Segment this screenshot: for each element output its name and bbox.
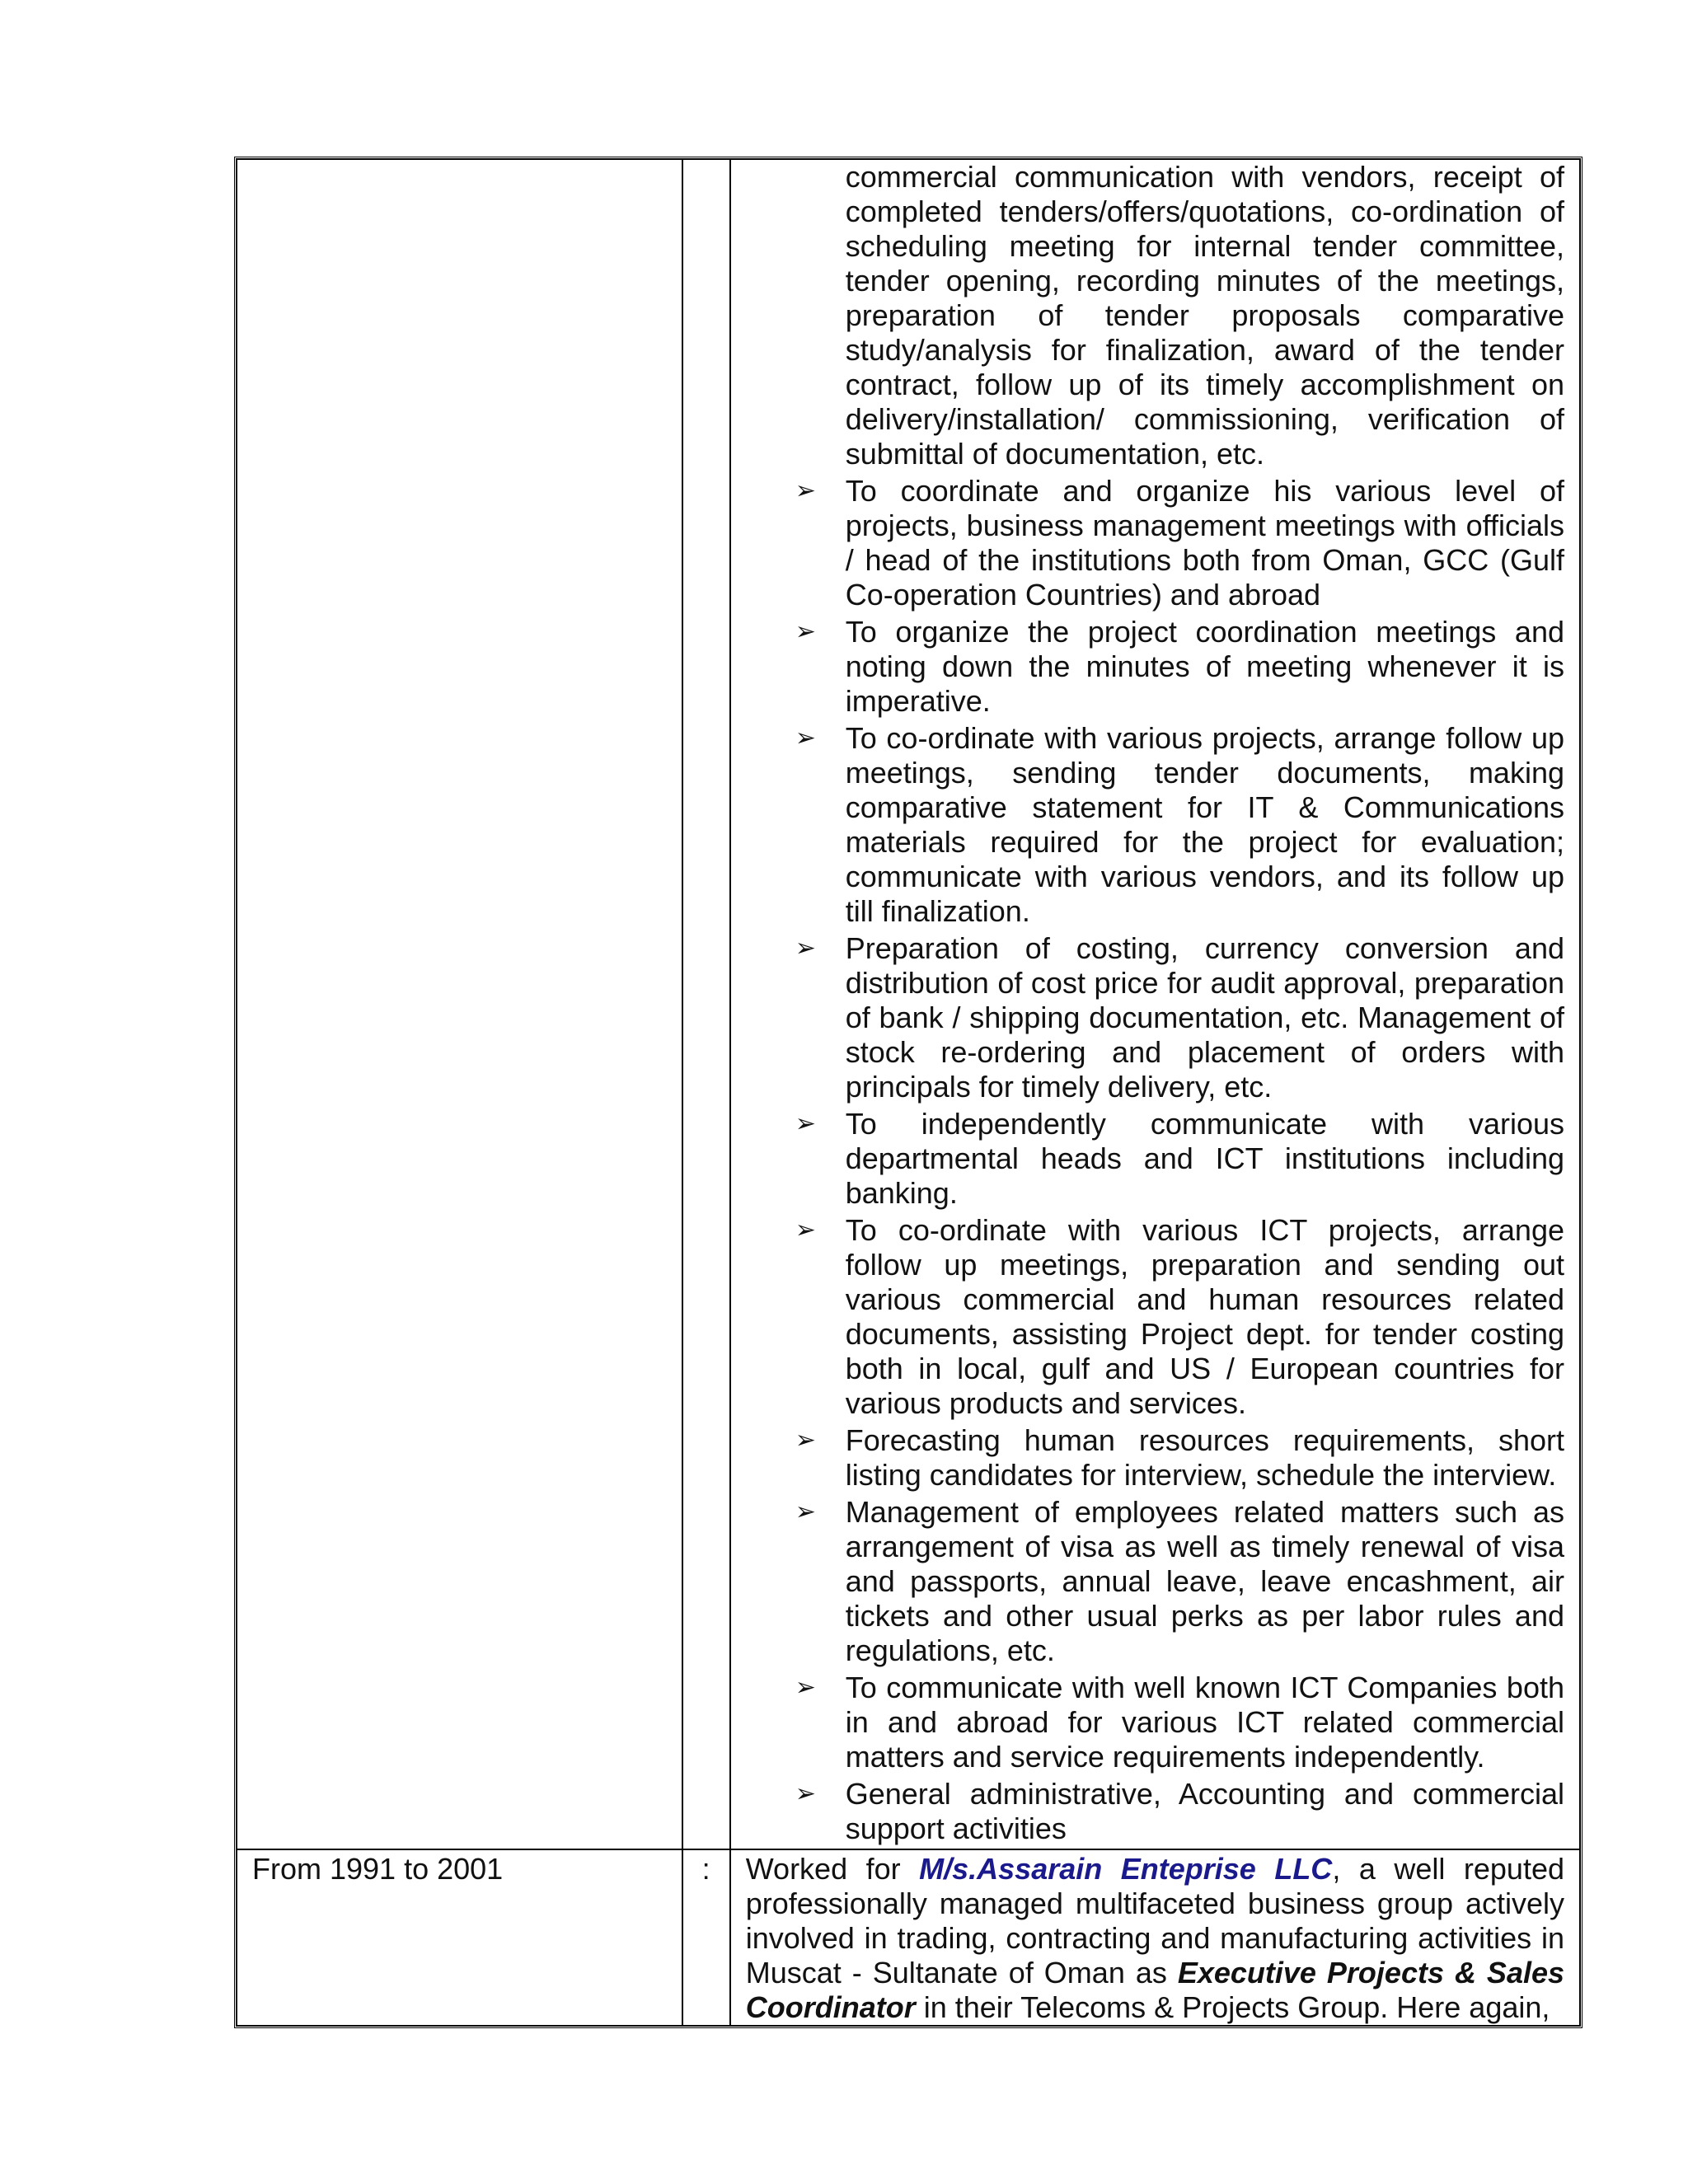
duty-item-text: Management of employees related matters such as arrangement of visa as well as timely renewal of visa and passports, annual leave, leave encashment, air tickets and other usual perks as per labor rules and regulations, etc. bbox=[845, 1495, 1564, 1667]
arrow-bullet-icon: ➢ bbox=[795, 1110, 816, 1137]
duty-item-text: To organize the project coordination meetings and noting down the minutes of meeting whenever it is imperative. bbox=[845, 615, 1564, 718]
experience-row-continued bbox=[237, 159, 1580, 1849]
separator-cell-empty bbox=[682, 159, 730, 1849]
arrow-bullet-icon: ➢ bbox=[795, 1674, 816, 1701]
arrow-bullet-icon: ➢ bbox=[795, 1427, 816, 1454]
arrow-bullet-icon: ➢ bbox=[795, 1498, 816, 1526]
duty-item-text: To co-ordinate with various ICT projects, arrange follow up meetings, preparation and sending out various commercial and human resources related documents, assisting Project dept. for tender costing both in local, gulf and US / European countries for various products and services. bbox=[845, 1213, 1564, 1420]
description-text: , a well reputed professionally managed multifaceted business group actively involved in trading, contracting and manufacturing activities in Muscat - Sultanate of Oman as bbox=[745, 1852, 1564, 1990]
duty-item bbox=[731, 1495, 1564, 1668]
description-cell bbox=[730, 1849, 1580, 2026]
duty-item-text: To communicate with well known ICT Companies both in and abroad for various ICT related commercial matters and service requirements independently. bbox=[845, 1671, 1564, 1774]
separator-cell: : bbox=[682, 1849, 730, 2026]
duty-item bbox=[731, 1107, 1564, 1211]
arrow-bullet-icon: ➢ bbox=[795, 1216, 816, 1244]
duties-list bbox=[731, 160, 1579, 1846]
duty-item bbox=[731, 1423, 1564, 1493]
duty-item bbox=[731, 1777, 1564, 1846]
duty-item-text: To coordinate and organize his various level of projects, business management meetings with officials / head of the institutions both from Oman, GCC (Gulf Co-operation Countries) and abroad bbox=[845, 474, 1564, 612]
description-text: Worked for bbox=[745, 1852, 920, 1886]
duty-item bbox=[731, 931, 1564, 1104]
duties-cell bbox=[730, 159, 1580, 1849]
duty-item-text: Forecasting human resources requirements, short listing candidates for interview, schedule the interview. bbox=[845, 1423, 1564, 1492]
period-cell: From 1991 to 2001 bbox=[237, 1849, 682, 2026]
arrow-bullet-icon: ➢ bbox=[795, 618, 816, 645]
duty-item bbox=[731, 1213, 1564, 1421]
duty-item bbox=[731, 721, 1564, 929]
duty-item-text: Preparation of costing, currency conversion and distribution of cost price for audit approval, preparation of bank / shipping documentation, etc. Management of stock re-ordering and placement of orders with principals for timely delivery, etc. bbox=[845, 931, 1564, 1104]
duty-continuation bbox=[731, 160, 1564, 471]
experience-row bbox=[237, 1849, 1580, 2026]
duty-item bbox=[731, 474, 1564, 612]
arrow-bullet-icon: ➢ bbox=[795, 724, 816, 752]
job-title: Executive Projects & Sales Coordinator bbox=[745, 1956, 1565, 2024]
experience-table bbox=[234, 157, 1582, 2028]
duty-item bbox=[731, 1671, 1564, 1774]
duty-item bbox=[731, 615, 1564, 719]
duty-continuation-text: commercial communication with vendors, receipt of completed tenders/offers/quotations, co-ordination of scheduling meeting for internal tender committee, tender opening, recording minutes of the meetings, preparation of tender proposals comparative study/analysis for finalization, award of the tender contract, follow up of its timely accomplishment on delivery/installation/ commissioning, verification of submittal of documentation, etc. bbox=[845, 160, 1564, 471]
company-name: M/s.Assarain Enteprise LLC bbox=[919, 1852, 1333, 1886]
duty-item-text: To co-ordinate with various projects, arrange follow up meetings, sending tender documents, making comparative statement for IT & Communications materials required for the project for evaluation; communicate with various vendors, and its follow up till finalization. bbox=[845, 721, 1564, 928]
arrow-bullet-icon: ➢ bbox=[795, 477, 816, 504]
duty-item-text: To independently communicate with various departmental heads and ICT institutions including banking. bbox=[845, 1107, 1564, 1210]
arrow-bullet-icon: ➢ bbox=[795, 935, 816, 962]
description-text: in their Telecoms & Projects Group. Here again, bbox=[915, 1990, 1550, 2024]
duty-item-text: General administrative, Accounting and commercial support activities bbox=[845, 1777, 1564, 1845]
period-cell-empty bbox=[237, 159, 682, 1849]
arrow-bullet-icon: ➢ bbox=[795, 1780, 816, 1807]
